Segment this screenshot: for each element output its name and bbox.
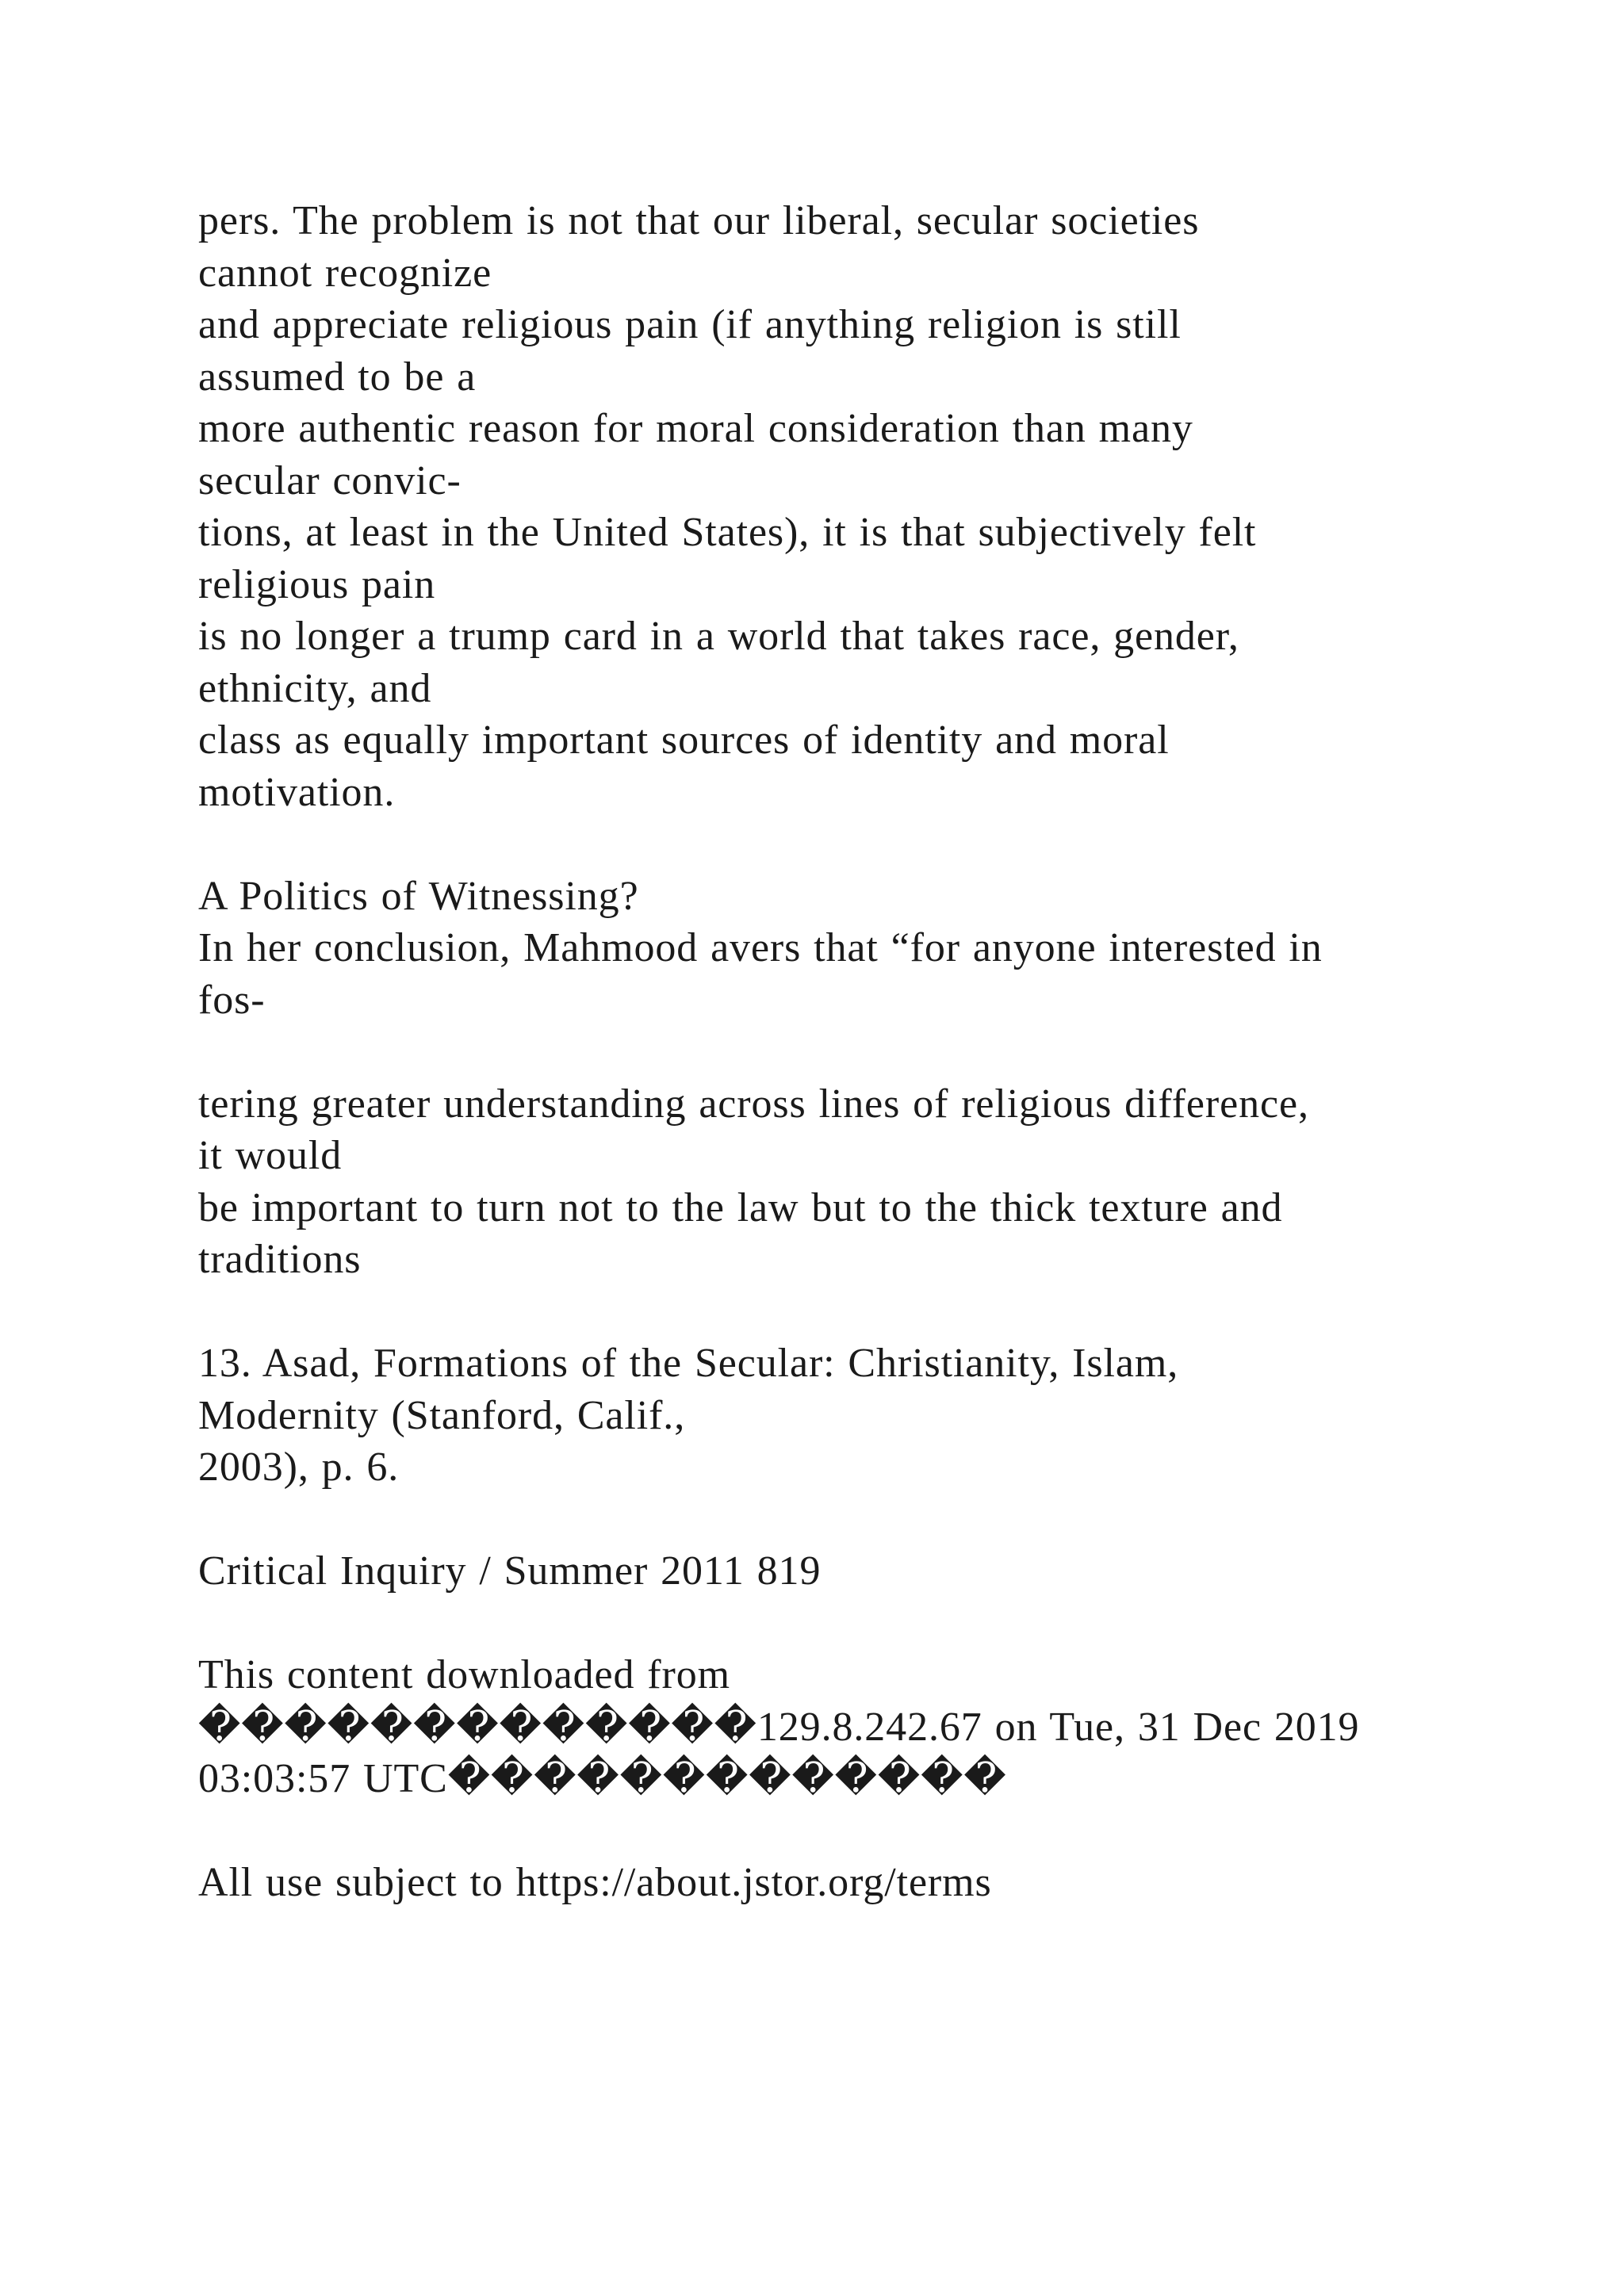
footnote-line: Modernity (Stanford, Calif.,: [198, 1392, 686, 1438]
notice-line: �������������129.8.242.67 on Tue, 31 Dec 2019: [198, 1704, 1360, 1750]
blank-line: [198, 818, 1507, 871]
footnote-line: 2003), p. 6.: [198, 1445, 400, 1490]
body-paragraph: [198, 922, 1507, 1026]
text-line: cannot recognize: [198, 250, 492, 296]
text-line: more authentic reason for moral consideration than many: [198, 406, 1193, 451]
text-line: be important to turn not to the law but to the thick texture and: [198, 1184, 1283, 1230]
blank-line: [198, 1286, 1507, 1338]
text-line: tering greater understanding across lines of religious difference,: [198, 1081, 1309, 1127]
text-line: religious pain: [198, 561, 436, 607]
footnote: [198, 1337, 1507, 1494]
text-line: traditions: [198, 1237, 362, 1282]
text-line: ethnicity, and: [198, 665, 432, 711]
section-heading: A Politics of Witnessing?: [198, 873, 639, 919]
blank-line: [198, 1805, 1507, 1858]
running-footer: Critical Inquiry / Summer 2011 819: [198, 1548, 822, 1594]
page-text: [198, 195, 1507, 1909]
text-line: is no longer a trump card in a world that takes race, gender,: [198, 614, 1239, 659]
footnote-line: 13. Asad, Formations of the Secular: Christianity, Islam,: [198, 1341, 1179, 1386]
text-line: class as equally important sources of identity and moral: [198, 718, 1170, 763]
text-line: secular convic-: [198, 457, 462, 503]
notice-line: 03:03:57 UTC�������������: [198, 1756, 1007, 1801]
blank-line: [198, 1026, 1507, 1078]
download-notice: [198, 1649, 1507, 1805]
body-paragraph: [198, 195, 1507, 818]
blank-line: [198, 1494, 1507, 1546]
text-line: pers. The problem is not that our liberal, secular societies: [198, 198, 1200, 243]
text-line: it would: [198, 1133, 343, 1178]
text-line: assumed to be a: [198, 354, 477, 400]
text-line: tions, at least in the United States), it is that subjectively felt: [198, 510, 1257, 555]
text-line: In her conclusion, Mahmood avers that “for anyone interested in: [198, 925, 1323, 970]
blank-line: [198, 1598, 1507, 1650]
body-paragraph: [198, 1078, 1507, 1286]
notice-line: This content downloaded from: [198, 1652, 730, 1697]
terms-notice: All use subject to https://about.jstor.org/terms: [198, 1860, 992, 1905]
text-line: fos-: [198, 977, 266, 1023]
text-line: motivation.: [198, 769, 396, 815]
text-line: and appreciate religious pain (if anything religion is still: [198, 302, 1182, 347]
